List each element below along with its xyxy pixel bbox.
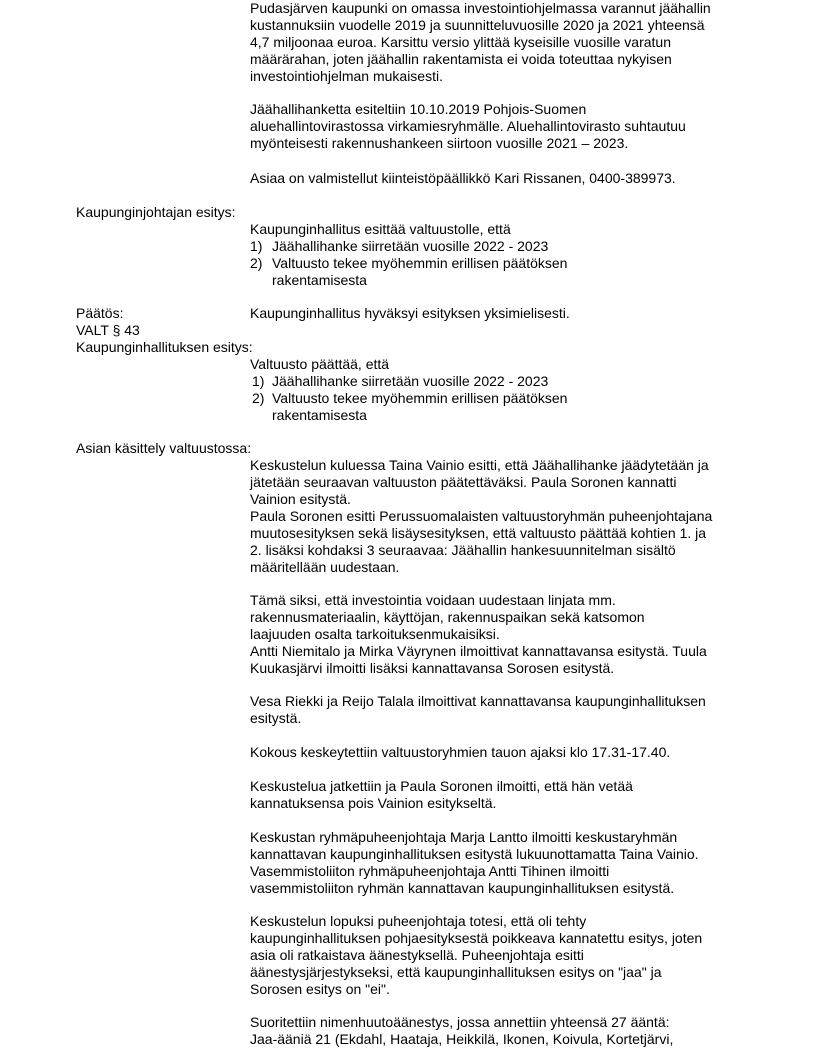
text-line: investointiohjelman mukaisesti.	[250, 68, 443, 84]
text-line: Jäähallihanketta esiteltiin 10.10.2019 Pohjois-Suomen	[250, 101, 587, 117]
board-proposal-label: Kaupunginhallituksen esitys:	[76, 339, 253, 355]
council-paragraph	[250, 744, 750, 761]
text-line: kaupunginhallituksen pohjaesityksestä poikkeava kannatettu esitys, joten	[250, 930, 703, 946]
text-line: Suoritettiin nimenhuutoäänestys, jossa annettiin yhteensä 27 ääntä:	[250, 1014, 670, 1030]
text-line: Asiaa on valmistellut kiinteistöpäällikkö Kari Rissanen, 0400-389973.	[250, 170, 676, 186]
text-line: kustannuksiin vuodelle 2019 ja suunnitteluvuosille 2020 ja 2021 yhteensä	[250, 17, 705, 33]
proposal-intro: Kaupunginhallitus esittää valtuustolle, että	[250, 221, 511, 237]
mayor-proposal	[250, 221, 750, 289]
council-paragraph	[250, 913, 750, 998]
presentation-paragraph	[250, 101, 750, 152]
item-number: 2)	[252, 390, 265, 406]
text-line: äänestysjärjestykseksi, että kaupunginhallituksen esitys on "jaa" ja	[250, 964, 662, 980]
text-line: Antti Niemitalo ja Mirka Väyrynen ilmoittivat kannattavansa esitystä. Tuula	[250, 643, 707, 659]
text-line: Keskustan ryhmäpuheenjohtaja Marja Lantto ilmoitti keskustaryhmän	[250, 829, 678, 845]
text-line: Keskustelua jatkettiin ja Paula Soronen ilmoitti, että hän vetää	[250, 778, 633, 794]
item-text-continued: rakentamisesta	[272, 272, 367, 288]
proposal-item	[250, 238, 750, 255]
preparer-line	[250, 170, 750, 187]
text-line: 4,7 miljoonaa euroa. Karsittu versio ylittää kyseisille vuosille varatun	[250, 34, 671, 50]
board-proposal	[250, 356, 750, 424]
council-paragraph	[250, 693, 750, 727]
text-line: rakennusmateriaalin, käyttöjan, rakennuspaikan sekä katsomon	[250, 609, 645, 625]
text-line: kannattavan kaupunginhallituksen esitystä lukuunottamatta Taina Vainio.	[250, 846, 699, 862]
text-line: Sorosen esitys on "ei".	[250, 981, 390, 997]
item-text-continued: rakentamisesta	[272, 407, 367, 423]
text-line: vasemmistoliiton ryhmän kannattavan kaupunginhallituksen esitystä.	[250, 880, 675, 896]
item-text: Valtuusto tekee myöhemmin erillisen päätöksen	[272, 390, 568, 406]
item-number: 2)	[250, 255, 263, 271]
council-paragraph	[250, 778, 750, 812]
text-line: esitystä.	[250, 710, 302, 726]
intro-paragraph	[250, 0, 750, 85]
proposal-item	[250, 255, 750, 272]
text-line: asia oli ratkaistava äänestyksellä. Puheenjohtaja esitti	[250, 947, 584, 963]
council-label: Asian käsittely valtuustossa:	[76, 440, 252, 456]
text-line: Kuukasjärvi ilmoitti lisäksi kannattavansa Sorosen esitystä.	[250, 660, 615, 676]
text-line: Vesa Riekki ja Reijo Talala ilmoittivat kannattavansa kaupunginhallituksen	[250, 693, 706, 709]
text-line: Keskustelun lopuksi puheenjohtaja totesi, että oli tehty	[250, 913, 587, 929]
text-line: muutosesityksen sekä lisäysesityksen, että valtuusto päättää kohtien 1. ja	[250, 525, 707, 541]
proposal-item	[250, 390, 750, 407]
text-line: Vasemmistoliiton ryhmäpuheenjohtaja Antti Tihinen ilmoitti	[250, 863, 610, 879]
item-number: 1)	[252, 373, 265, 389]
text-line: Paula Soronen esitti Perussuomalaisten valtuustoryhmän puheenjohtajana	[250, 508, 713, 524]
council-paragraph	[250, 457, 750, 576]
text-line: Vainion esitystä.	[250, 491, 351, 507]
decision-label: Päätös:	[76, 305, 124, 321]
text-line: määrärahan, joten jäähallin rakentamista ei voida toteuttaa nykyisen	[250, 51, 672, 67]
council-paragraph	[250, 829, 750, 897]
section-number: VALT § 43	[76, 322, 140, 338]
council-paragraph	[250, 1014, 750, 1048]
council-paragraph	[250, 592, 750, 677]
text-line: kannatuksensa pois Vainion esitykseltä.	[250, 795, 497, 811]
proposal-item	[250, 373, 750, 390]
text-line: Keskustelun kuluessa Taina Vainio esitti, että Jäähallihanke jäädytetään ja	[250, 457, 709, 473]
text-line: Pudasjärven kaupunki on omassa investointiohjelmassa varannut jäähallin	[250, 0, 711, 16]
item-text: Valtuusto tekee myöhemmin erillisen päätöksen	[272, 255, 568, 271]
item-text: Jäähallihanke siirretään vuosille 2022 - 2023	[272, 238, 549, 254]
text-line: määritellään uudestaan.	[250, 559, 400, 575]
text-line: Jaa-ääniä 21 (Ekdahl, Haataja, Heikkilä, Ikonen, Koivula, Kortetjärvi,	[250, 1031, 674, 1047]
text-line: jätetään seuraavan valtuuston päätettäväksi. Paula Soronen kannatti	[250, 474, 677, 490]
text-line: 2. lisäksi kohdaksi 3 seuraavaa: Jäähallin hankesuunnitelman sisältö	[250, 542, 676, 558]
item-text: Jäähallihanke siirretään vuosille 2022 - 2023	[272, 373, 549, 389]
proposal-intro: Valtuusto päättää, että	[250, 356, 390, 372]
decision-text: Kaupunginhallitus hyväksyi esityksen yksimielisesti.	[250, 305, 570, 321]
mayor-proposal-label: Kaupunginjohtajan esitys:	[76, 204, 236, 220]
text-line: Kokous keskeytettiin valtuustoryhmien tauon ajaksi klo 17.31-17.40.	[250, 744, 671, 760]
text-line: myönteisesti rakennushankeen siirtoon vuosille 2021 – 2023.	[250, 135, 629, 151]
item-number: 1)	[250, 238, 263, 254]
text-line: Tämä siksi, että investointia voidaan uudestaan linjata mm.	[250, 592, 616, 608]
text-line: laajuuden osalta tarkoituksenmukaisiksi.	[250, 626, 500, 642]
text-line: aluehallintovirastossa virkamiesryhmälle. Aluehallintovirasto suhtautuu	[250, 118, 686, 134]
